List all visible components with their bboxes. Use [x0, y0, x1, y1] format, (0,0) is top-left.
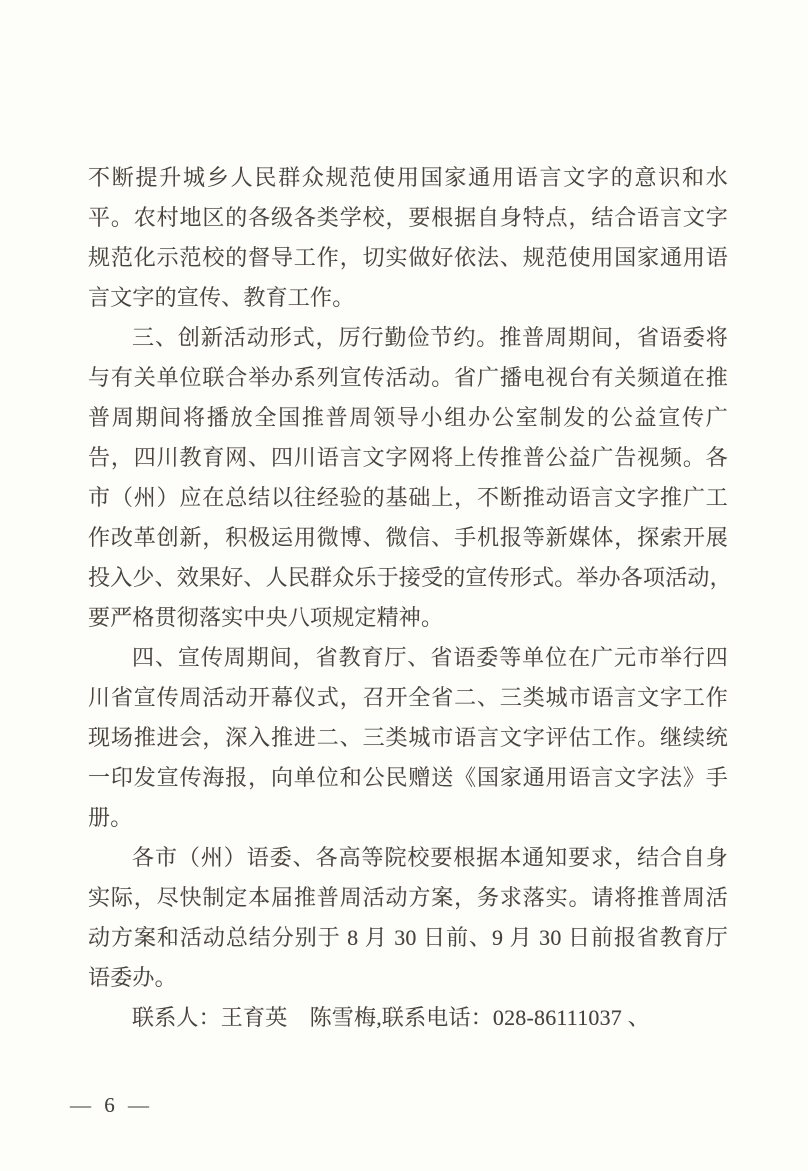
- text-line: 告，四川教育网、四川语言文字网将上传推普公益广告视频。各: [88, 445, 728, 470]
- text-line: 市（州）应在总结以往经验的基础上，不断推动语言文字推广工: [88, 485, 728, 510]
- text-line: 现场推进会，深入推进二、三类城市语言文字评估工作。继续统: [88, 725, 728, 750]
- text-line: 普周期间将播放全国推普周领导小组办公室制发的公益宣传广: [88, 405, 728, 430]
- text-line: 作改革创新，积极运用微博、微信、手机报等新媒体，探索开展: [88, 525, 728, 550]
- text-line: 平。农村地区的各级各类学校，要根据自身特点，结合语言文字: [88, 205, 728, 230]
- text-line: 投入少、效果好、人民群众乐于接受的宣传形式。举办各项活动，: [88, 565, 732, 590]
- text-line: 言文字的宣传、教育工作。: [88, 285, 355, 310]
- document-body: [88, 158, 732, 1038]
- text-line: 要严格贯彻落实中央八项规定精神。: [88, 605, 444, 630]
- text-line: 与有关单位联合举办系列宣传活动。省广播电视台有关频道在推: [88, 365, 728, 390]
- page-number: — 6 —: [70, 1093, 153, 1117]
- text-line: 各市（州）语委、各高等院校要根据本通知要求，结合自身: [132, 845, 728, 870]
- text-line: 册。: [88, 805, 133, 830]
- text-line: 不断提升城乡人民群众规范使用国家通用语言文字的意识和水: [88, 165, 728, 190]
- text-line: 四、宣传周期间，省教育厅、省语委等单位在广元市举行四: [132, 645, 728, 670]
- text-line: 川省宣传周活动开幕仪式，召开全省二、三类城市语言文字工作: [88, 685, 728, 710]
- text-line: 动方案和活动总结分别于 8 月 30 日前、9 月 30 日前报省教育厅: [88, 925, 728, 950]
- text-line: 三、创新活动形式，厉行勤俭节约。推普周期间，省语委将: [132, 325, 728, 350]
- text-line: 联系人：王育英 陈雪梅,联系电话：028-86111037 、: [132, 1005, 650, 1030]
- text-line: 语委办。: [88, 965, 177, 990]
- text-line: 实际，尽快制定本届推普周活动方案，务求落实。请将推普周活: [88, 885, 728, 910]
- text-line: 规范化示范校的督导工作，切实做好依法、规范使用国家通用语: [88, 245, 728, 270]
- text-line: 一印发宣传海报，向单位和公民赠送《国家通用语言文字法》手: [88, 765, 728, 790]
